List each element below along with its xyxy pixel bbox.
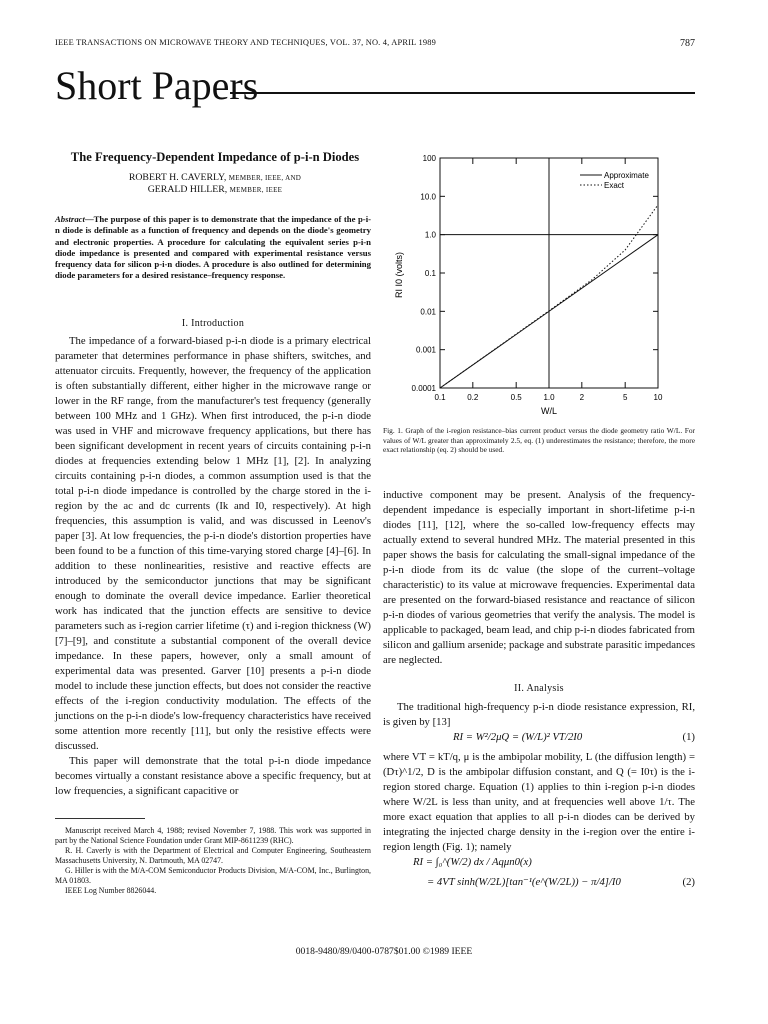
legend-label-approximate: Approximate [604,171,649,180]
paragraph: inductive component may be present. Analysis of the frequency-dependent impedance is especially important in short-lifetime p-i-n diodes [11], [12], where the so-called low-frequency effects may actually extend to several hundred MHz. The material presented in this paper shows the basis for calculating the small-signal impedance of the p-i-n diode from its dc value (the slope of the current–voltage characteristic) to its value at microwave frequencies. Experimental data are presented on the forward-biased resistance and reactance of silicon p-i-n diodes of various geometries that verify the analysis. The model is applicable to packaged, beam lead, and chip p-i-n diodes fabricated from silicon and gallium arsenide; package and substrate parasitic impedances are neglected. [383,489,695,666]
y-tick-label: 10.0 [420,192,436,202]
author-name: ROBERT H. CAVERLY, [128,172,227,183]
x-tick-label: 0.2 [467,393,479,402]
figure-caption: Fig. 1. Graph of the i-region resistance–bias current product versus the diode geometry ratio W/L. For values of W/L greater than approximately 2.5, eq. (1) underestimates the resistance; therefore, the more exact relationship (eq. 2) should be used. [383,426,695,455]
y-axis-label: RI I0 (volts) [394,251,404,299]
section-heading-introduction: I. Introduction [181,318,245,329]
running-head: IEEE TRANSACTIONS ON MICROWAVE THEORY AND TECHNIQUES, VOL. 37, NO. 4, APRIL 1989 [55,38,437,47]
footer-code: 0018-9480/89/0400-0787$01.00 ©1989 IEEE [295,946,473,957]
equation-body: = 4VT sinh(W/2L)[tan⁻¹(e^(W/2L)) − π/4]/I0 [427,876,621,888]
author-line-2 [55,184,375,196]
y-tick-label: 0.0001 [411,384,436,393]
footnote: Manuscript received March 4, 1988; revised November 7, 1988. This work was supported in part by the National Science Foundation under Grant MIP-8611239 (RHC). [55,826,371,845]
paragraph: This paper will demonstrate that the total p-i-n diode impedance becomes virtually a constant resistance above a specific frequency, but at low frequencies, a significant capacitive or [55,755,371,797]
author-membership: MEMBER, IEEE [229,186,283,194]
banner-rule [230,92,695,94]
page-number: 787 [680,38,695,49]
footnote: R. H. Caverly is with the Department of Electrical and Computer Engineering, Southeastern Massachusetts University, N. Dartmouth, MA 02747. [55,846,371,865]
equation-2a [383,855,695,875]
paragraph: The impedance of a forward-biased p-i-n diode is a primary electrical parameter that determines performance in phase shifters, switches, and attenuator circuits. Frequently, however, the frequency of the application is often substantially different, either higher in the microwave range or lower in the RF range, from the manufacturer's test frequency (generally between 100 MHz and 1 GHz). When first introduced, the p-i-n diode was used in VHF and microwave frequency applications, but there has been significant development in recent years of circuits containing p-i-n diodes at frequencies extending below 1 MHz [1], [2]. In analyzing circuits containing p-i-n diodes, a common assumption used is that the total p-i-n diode impedance is controlled by the charge stored in the i-region by the ac and dc currents (Ik and I0, respectively). At high frequencies, this assumption is valid, and was discussed in Leenov's paper [3]. At low frequencies, the p-i-n diode's distortion properties have been found to be a function of this time-varying stored charge [4]–[6]. In addition to these nonlinearities, resistive and reactive effects are introduced by the semiconductor junctions that may be significant enough to dominate the overall device impedance. Earlier theoretical work has indicated that the junction effects are sensitive to device parameters such as i-region carrier lifetime (τ) and i-region thickness (W) [7]–[9], and constitute a substantial component of the overall device impedance. In these papers, however, only a small amount of experimental data was presented. Garver [10] presents a p-i-n diode model to include these junction effects, but does not consider the reactive effects of the i-region conductivity modulation. The effects of the junctions on the p-i-n diode's low-frequency characteristics have received some attention more recently [11], but only the resistive effects were discussed. [55,335,371,752]
x-tick-label: 5 [622,393,628,402]
paragraph: The traditional high-frequency p-i-n diode resistance expression, RI, is given by [13] [383,701,695,728]
legend-label-exact: Exact [604,181,625,190]
right-column-text [383,488,695,668]
x-tick-label: 0.1 [434,393,446,402]
author-name: GERALD HILLER, [147,184,228,195]
x-tick-label: 1.0 [543,393,555,402]
legend [580,171,649,190]
x-tick-label: 10 [653,393,663,402]
footnote: G. Hiller is with the M/A-COM Semiconductor Products Division, M/A-COM, Inc., Burlington, MA 01803. [55,866,371,885]
author-line-1 [55,172,375,184]
figure-1 [380,150,700,420]
equation-number: (1) [682,731,695,743]
x-tick-label: 2 [579,393,585,402]
left-column-text [55,334,371,799]
equation-body: RI = ∫₀^(W/2) dx / Aqμn0(x) [413,856,532,868]
y-tick-label: 0.001 [415,345,436,355]
paragraph: where VT = kT/q, μ is the ambipolar mobility, L (the diffusion length) = (Dτ)^1/2, D is the ambipolar diffusion constant, and Q (= I0τ) is the i-region stored charge. Equation (1) applies to thin i-region p-i-n diodes where W/2L is less than unity, and at frequencies well above 1/τ. The more exact equation that applies to all p-i-n diodes can be derived by integrating the injected charge density in the i-region over the entire i-region length (Fig. 1); namely [383,751,695,853]
abstract-text: —The purpose of this paper is to demonstrate that the impedance of the p-i-n diode is definable as a function of frequency and depends on the diode's geometry and electronic properties. A procedure for calculating the equivalent series p-i-n diode impedance is presented and compared with experimental resistance versus frequency data for silicon p-i-n diodes. A procedure is also outlined for determining diode parameters for a desired resistance–frequency response. [55,214,371,281]
section-banner: Short Papers [55,63,259,108]
equation-2b [383,875,695,895]
x-axis-label: W/L [540,406,558,416]
equation-body: RI = W²/2μQ = (W/L)² VT/2I0 [453,731,583,743]
y-tick-label: 100 [422,154,436,163]
abstract-label: Abstract [55,214,85,224]
footnotes [55,826,371,896]
chart-svg [380,150,700,420]
y-tick-label: 1.0 [424,230,436,240]
paper-title: The Frequency-Dependent Impedance of p-i-n Diodes [70,150,360,164]
author-block [55,172,375,196]
footnote: IEEE Log Number 8826044. [65,886,157,895]
section-heading-analysis: II. Analysis [514,683,564,694]
footnote-rule [55,818,145,819]
author-membership: MEMBER, IEEE, AND [228,174,302,182]
abstract [55,214,371,282]
equation-1 [383,730,695,750]
equation-number: (2) [682,876,695,888]
y-tick-label: 0.1 [424,269,436,278]
y-tick-label: 0.01 [420,307,436,317]
x-tick-label: 0.5 [510,393,522,402]
analysis-text [383,700,695,895]
